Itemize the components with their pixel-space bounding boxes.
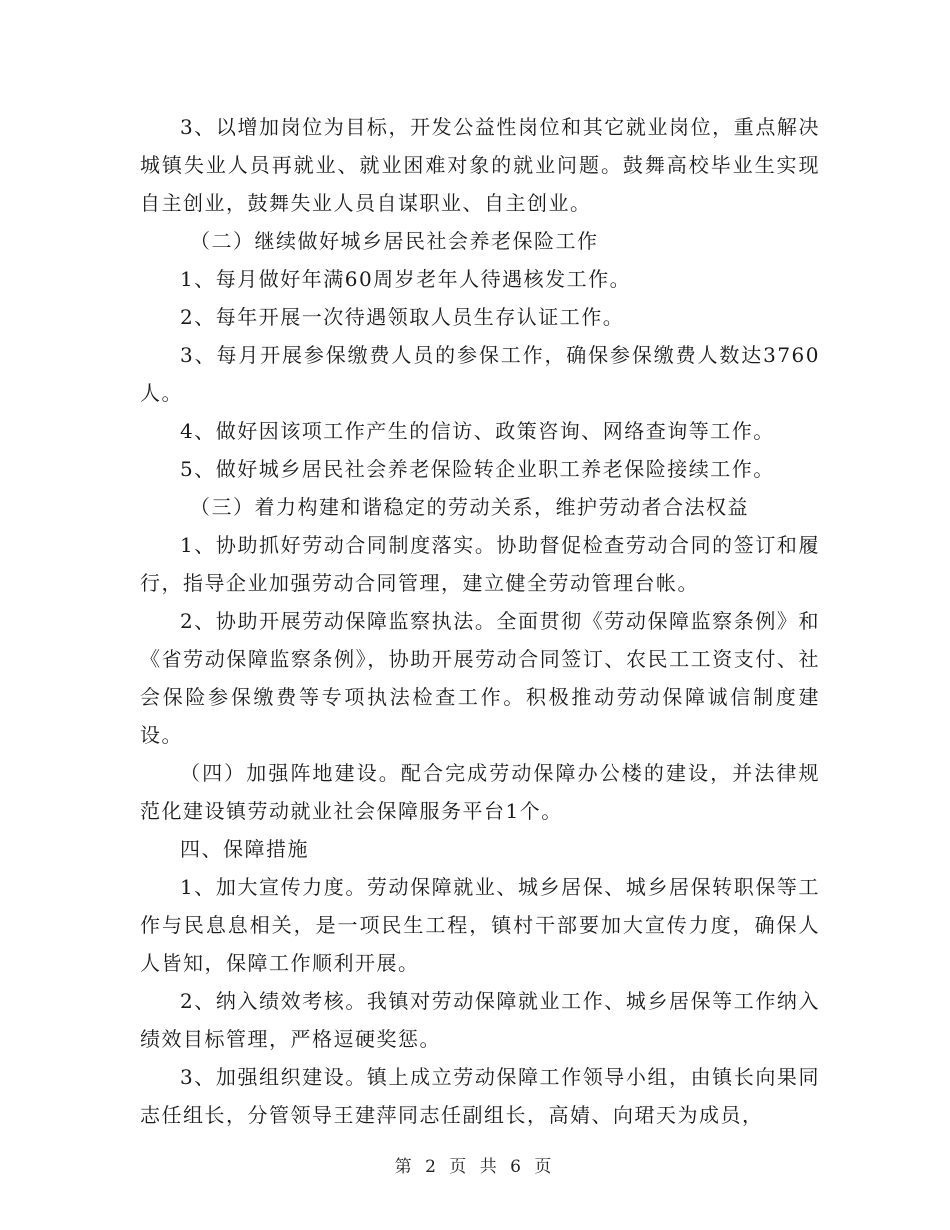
paragraph-item-4-pension: 4、做好因该项工作产生的信访、政策咨询、网络查询等工作。: [180, 419, 775, 443]
section-heading-measures: 四、保障措施: [180, 837, 309, 861]
paragraph-section-4: （四）加强阵地建设。配合完成劳动保障办公楼的建设，并法律规范化建设镇劳动就业社会保障服务平台1个。: [140, 761, 820, 823]
section-heading-3: （三）着力构建和谐稳定的劳动关系，维护劳动者合法权益: [190, 495, 749, 519]
paragraph-item-5-pension: 5、做好城乡居民社会养老保险转企业职工养老保险接续工作。: [180, 457, 775, 481]
paragraph-item-1-measures: 1、加大宣传力度。劳动保障就业、城乡居保、城乡居保转职保等工作与民息息相关，是一项民生工程，镇村干部要加大宣传力度，确保人人皆知，保障工作顺利开展。: [140, 875, 820, 975]
paragraph-item-2-measures: 2、纳入绩效考核。我镇对劳动保障就业工作、城乡居保等工作纳入绩效目标管理，严格逗硬奖惩。: [140, 989, 820, 1051]
paragraph-item-1-pension: 1、每月做好年满60周岁老年人待遇核发工作。: [180, 267, 632, 291]
paragraph-item-2-pension: 2、每年开展一次待遇领取人员生存认证工作。: [180, 305, 625, 329]
paragraph-item-2-labor: 2、协助开展劳动保障监察执法。全面贯彻《劳动保障监察条例》和《省劳动保障监察条例》，协助开展劳动合同签订、农民工工资支付、社会保险参保缴费等专项执法检查工作。积极推动劳动保障诚信制度建设。: [140, 609, 820, 747]
page-number-footer: 第 2 页 共 6 页: [394, 1157, 556, 1177]
paragraph-item-3-pension: 3、每月开展参保缴费人员的参保工作，确保参保缴费人数达3760人。: [140, 343, 820, 405]
document-body: [140, 108, 820, 1134]
paragraph-item-3-measures: 3、加强组织建设。镇上成立劳动保障工作领导小组，由镇长向果同志任组长，分管领导王建萍同志任副组长，高婧、向珺天为成员，: [140, 1065, 820, 1127]
paragraph-item-1-labor: 1、协助抓好劳动合同制度落实。协助督促检查劳动合同的签订和履行，指导企业加强劳动合同管理，建立健全劳动管理台帐。: [140, 533, 820, 595]
paragraph-item-3-jobs: 3、以增加岗位为目标，开发公益性岗位和其它就业岗位，重点解决城镇失业人员再就业、就业困难对象的就业问题。鼓舞高校毕业生实现自主创业，鼓舞失业人员自谋职业、自主创业。: [140, 115, 820, 215]
section-heading-2: （二）继续做好城乡居民社会养老保险工作: [190, 229, 599, 253]
